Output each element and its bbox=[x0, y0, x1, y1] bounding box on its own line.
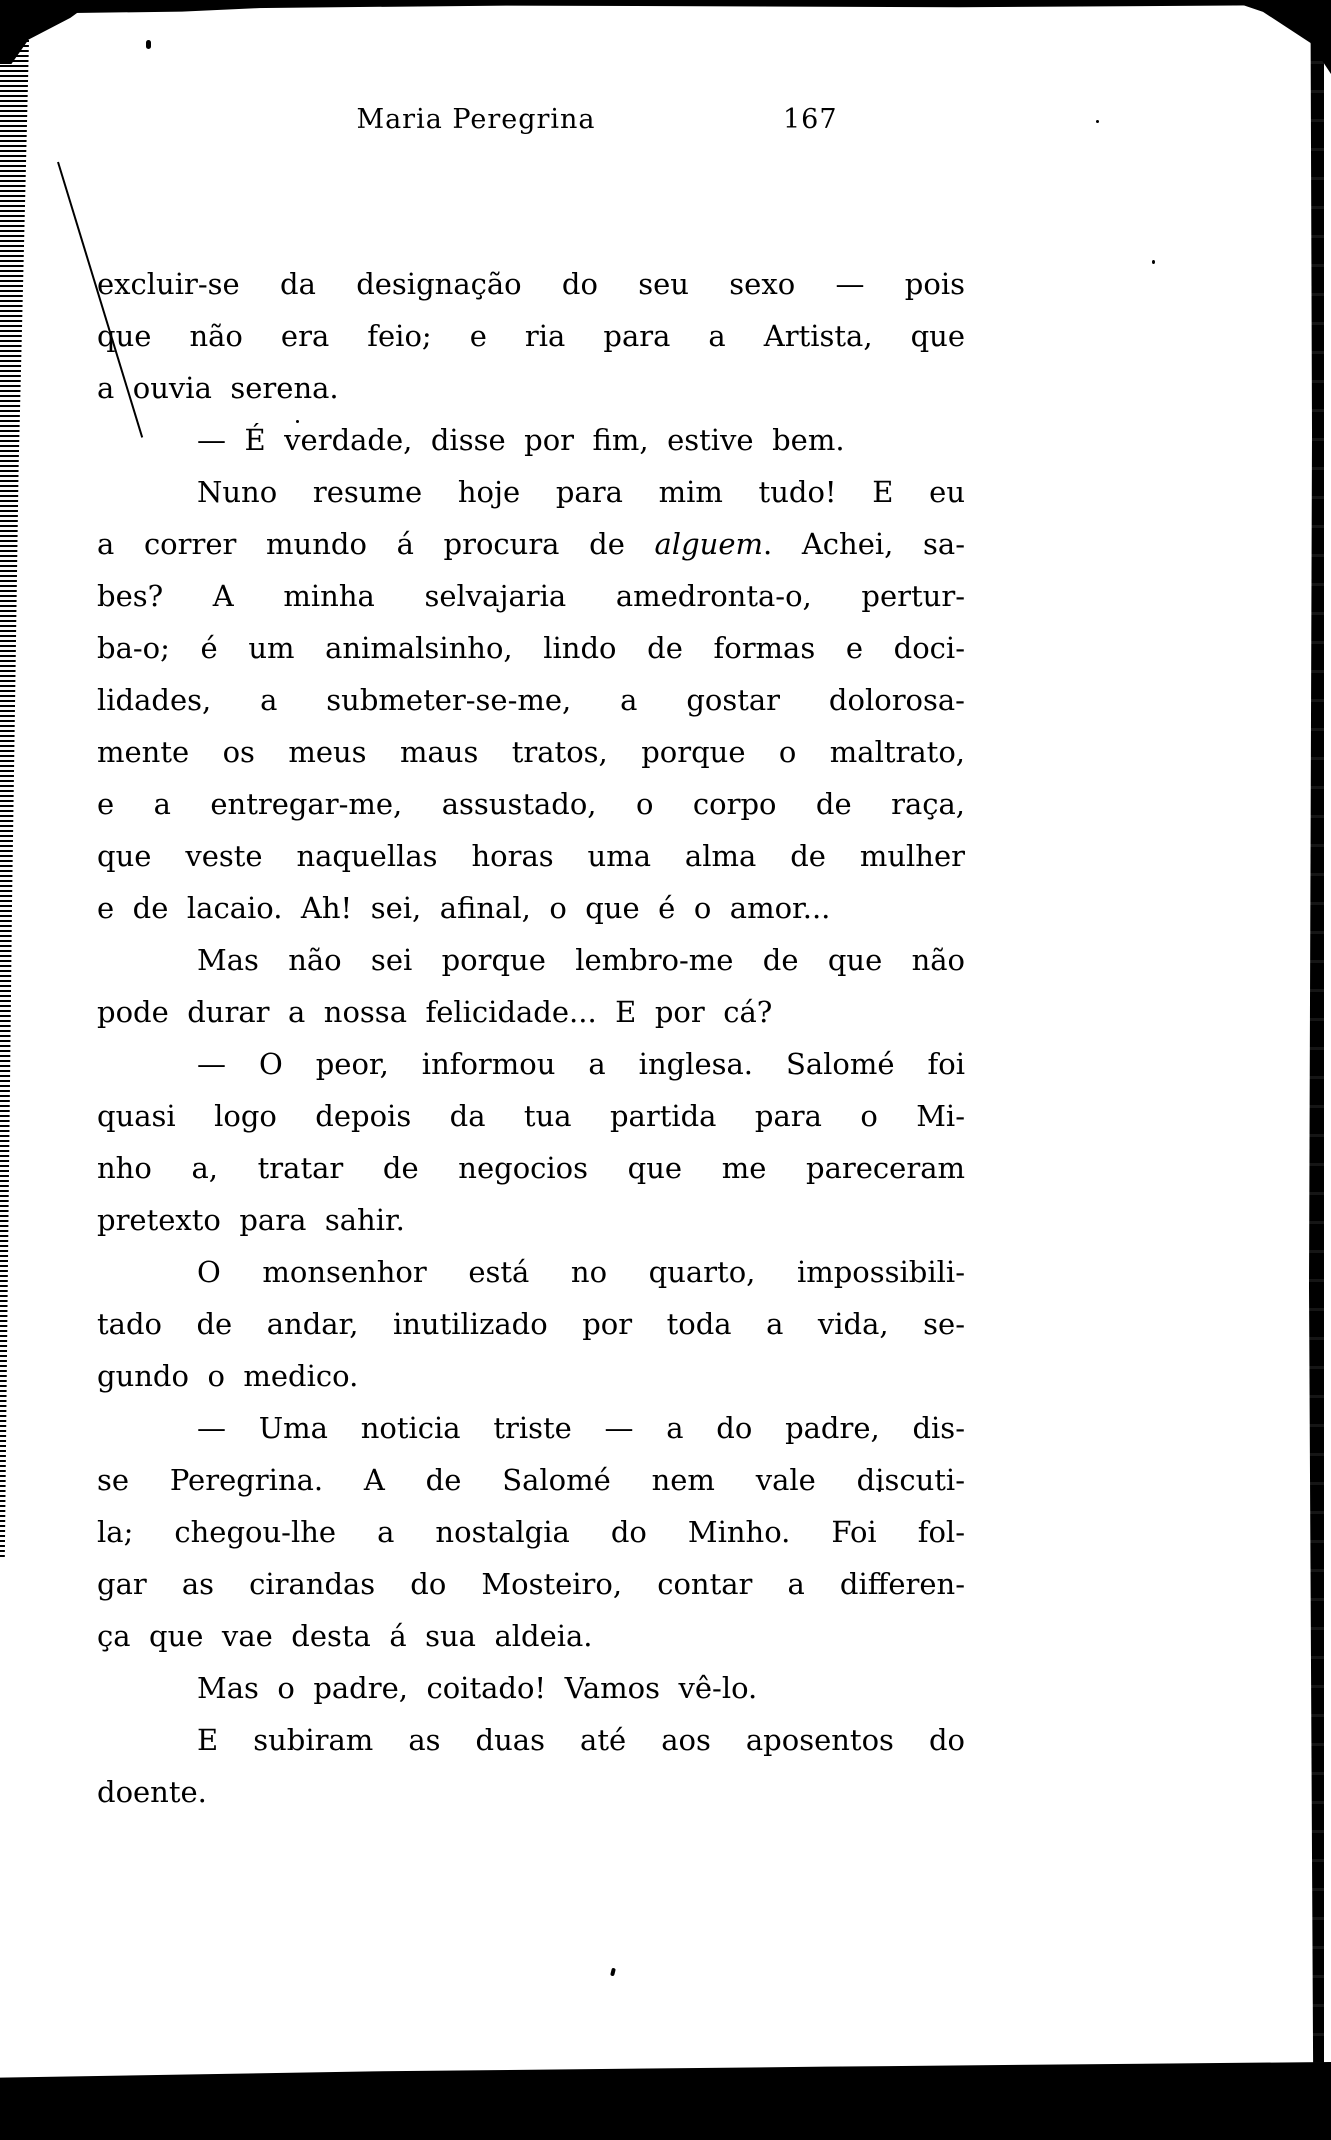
text-line: doente. bbox=[97, 1775, 207, 1809]
text-line: a ouvia serena. bbox=[97, 371, 339, 405]
text-line: — Uma noticia triste — a do padre, dis- bbox=[197, 1411, 965, 1445]
text-line: gundo o medico. bbox=[97, 1359, 359, 1393]
scan-artifact-speck bbox=[610, 1968, 616, 1977]
scan-artifact-speck bbox=[1152, 260, 1155, 264]
text-line: pretexto para sahir. bbox=[97, 1203, 405, 1237]
text-line: gar as cirandas do Mosteiro, contar a differen- bbox=[97, 1567, 965, 1601]
paragraph bbox=[97, 1246, 965, 1402]
text-line: excluir-se da designação do seu sexo — pois bbox=[97, 267, 965, 301]
page-header bbox=[97, 104, 965, 144]
paragraph bbox=[97, 1402, 965, 1662]
scan-artifact-speck bbox=[1096, 120, 1099, 123]
scan-artifact-top-edge bbox=[0, 0, 1331, 9]
text-line: nho a, tratar de negocios que me pareceram bbox=[97, 1151, 965, 1185]
text-line: O monsenhor está no quarto, impossibili- bbox=[197, 1255, 965, 1289]
scan-artifact-bottom-edge bbox=[0, 2062, 1331, 2140]
paragraph bbox=[97, 1662, 965, 1714]
page-body bbox=[97, 258, 965, 1818]
paragraph bbox=[97, 258, 965, 414]
text-line: mente os meus maus tratos, porque o maltrato, bbox=[97, 735, 965, 769]
text-line: quasi logo depois da tua partida para o Mi- bbox=[97, 1099, 965, 1133]
text-line: ba-o; é um animalsinho, lindo de formas e doci- bbox=[97, 631, 965, 665]
text-line: se Peregrina. A de Salomé nem vale discuti- bbox=[97, 1463, 965, 1497]
text-line: tado de andar, inutilizado por toda a vida, se- bbox=[97, 1307, 965, 1341]
text-line: ça que vae desta á sua aldeia. bbox=[97, 1619, 593, 1653]
paragraph bbox=[97, 934, 965, 1038]
text-line: e de lacaio. Ah! sei, afinal, o que é o amor... bbox=[97, 891, 831, 925]
page-number: 167 bbox=[783, 104, 838, 135]
text-line: — É verdade, disse por fim, estive bem. bbox=[197, 423, 845, 457]
italic-text: alguem bbox=[654, 527, 763, 561]
scan-artifact-right-edge bbox=[1309, 6, 1324, 2140]
paragraph bbox=[97, 414, 965, 466]
running-title: Maria Peregrina bbox=[356, 104, 596, 135]
text-line: lidades, a submeter-se-me, a gostar dolorosa- bbox=[97, 683, 965, 717]
scan-artifact-binding-texture bbox=[0, 0, 30, 1560]
paragraph bbox=[97, 1714, 965, 1818]
text-line: pode durar a nossa felicidade... E por cá? bbox=[97, 995, 773, 1029]
text-line: Mas não sei porque lembro-me de que não bbox=[197, 943, 965, 977]
scan-artifact-speck bbox=[146, 40, 151, 49]
paragraph bbox=[97, 466, 965, 934]
text-line: la; chegou-lhe a nostalgia do Minho. Foi fol- bbox=[97, 1515, 965, 1549]
text-line: Mas o padre, coitado! Vamos vê-lo. bbox=[197, 1671, 758, 1705]
text-line: — O peor, informou a inglesa. Salomé foi bbox=[197, 1047, 965, 1081]
text-line: e a entregar-me, assustado, o corpo de raça, bbox=[97, 787, 965, 821]
text-line: que não era feio; e ria para a Artista, que bbox=[97, 319, 965, 353]
text-line: E subiram as duas até aos aposentos do bbox=[197, 1723, 965, 1757]
text-line: que veste naquellas horas uma alma de mulher bbox=[97, 839, 965, 873]
paragraph bbox=[97, 1038, 965, 1246]
text-line: Nuno resume hoje para mim tudo! E eu bbox=[197, 475, 965, 509]
text-line: a correr mundo á procura de alguem. Achei, sa- bbox=[97, 527, 965, 561]
text-line: bes? A minha selvajaria amedronta-o, pertur- bbox=[97, 579, 965, 613]
